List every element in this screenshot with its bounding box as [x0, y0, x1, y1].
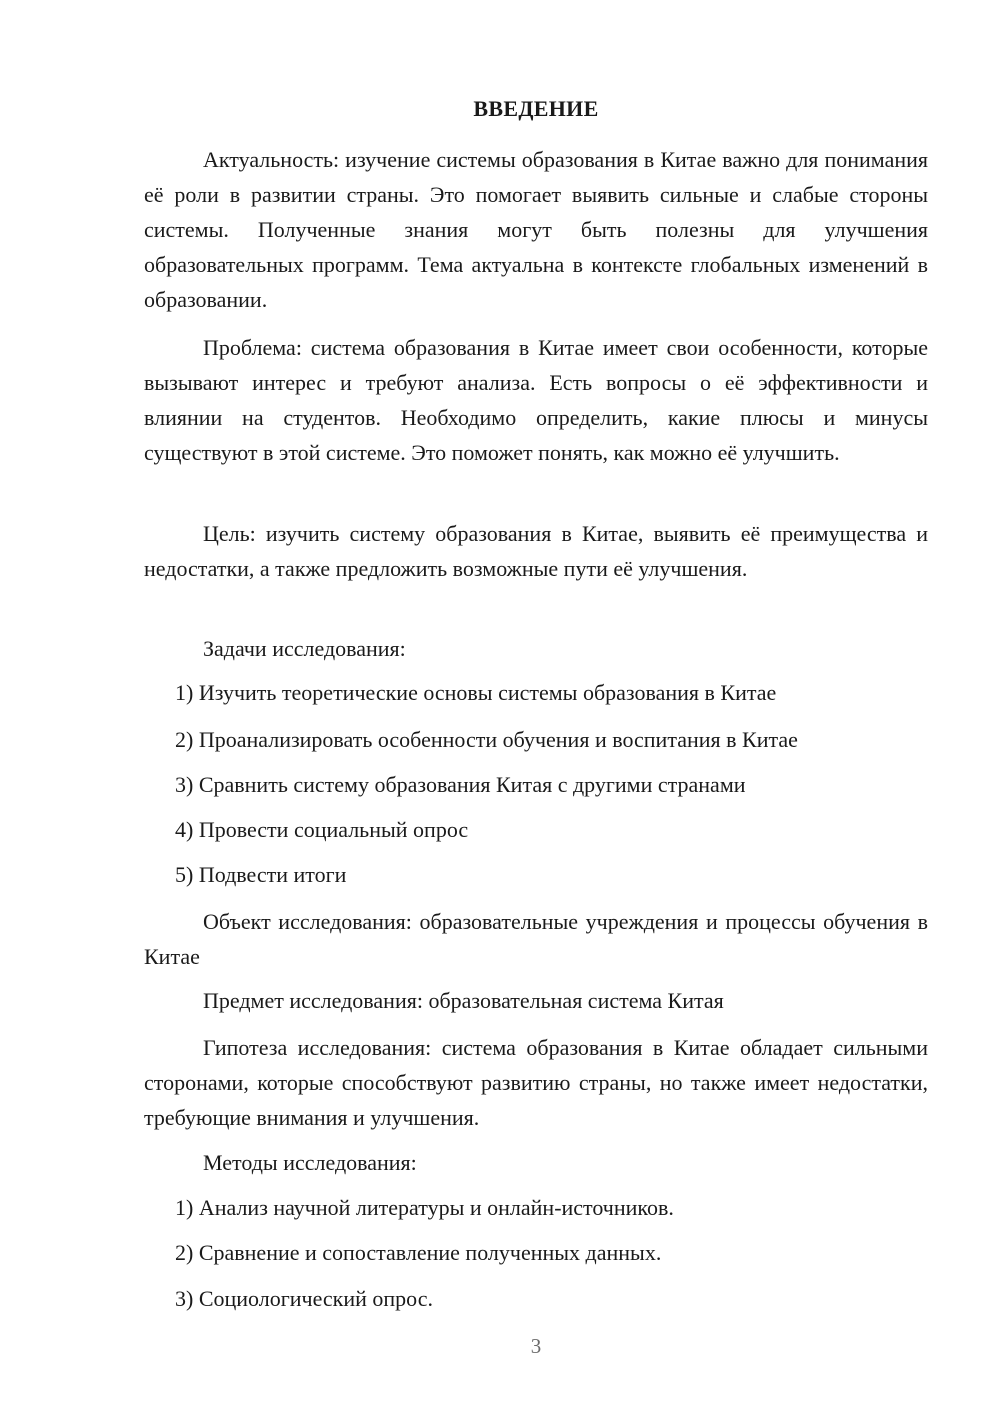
page-number: 3	[530, 1334, 542, 1358]
task-item: 2) Проанализировать особенности обучения и воспитания в Китае	[175, 727, 798, 752]
methods-heading: Методы исследования:	[203, 1150, 417, 1175]
method-item: 2) Сравнение и сопоставление полученных данных.	[175, 1240, 662, 1265]
task-item: 5) Подвести итоги	[175, 862, 347, 887]
subject-paragraph: Предмет исследования: образовательная система Китая	[203, 988, 724, 1013]
problem-paragraph: Проблема: система образования в Китае имеет свои особенности, которые вызывают интерес и требуют анализа. Есть вопросы о её эффективности и влиянии на студентов. Необходимо определить, какие плюсы и минусы существуют в этой системе. Это поможет понять, как можно её улучшить.	[144, 335, 928, 465]
hypothesis-paragraph: Гипотеза исследования: система образования в Китае обладает сильными сторонами, которые способствуют развитию страны, но также имеет недостатки, требующие внимания и улучшения.	[144, 1035, 928, 1130]
relevance-paragraph: Актуальность: изучение системы образования в Китае важно для понимания её роли в развитии страны. Это помогает выявить сильные и слабые стороны системы. Полученные знания могут быть полезны для улучшения образовательных программ. Тема актуальна в контексте глобальных изменений в образовании.	[144, 147, 928, 312]
method-item: 1) Анализ научной литературы и онлайн-источников.	[175, 1195, 674, 1220]
task-item: 4) Провести социальный опрос	[175, 817, 469, 842]
method-item: 3) Социологический опрос.	[175, 1286, 433, 1311]
goal-paragraph: Цель: изучить систему образования в Китае, выявить её преимущества и недостатки, а также предложить возможные пути её улучшения.	[144, 521, 928, 581]
task-item: 3) Сравнить систему образования Китая с другими странами	[175, 772, 746, 797]
page-title: ВВЕДЕНИЕ	[473, 96, 599, 121]
object-paragraph: Объект исследования: образовательные учреждения и процессы обучения в Китае	[144, 909, 928, 969]
task-item: 1) Изучить теоретические основы системы образования в Китае	[175, 680, 777, 705]
tasks-heading: Задачи исследования:	[203, 636, 406, 661]
